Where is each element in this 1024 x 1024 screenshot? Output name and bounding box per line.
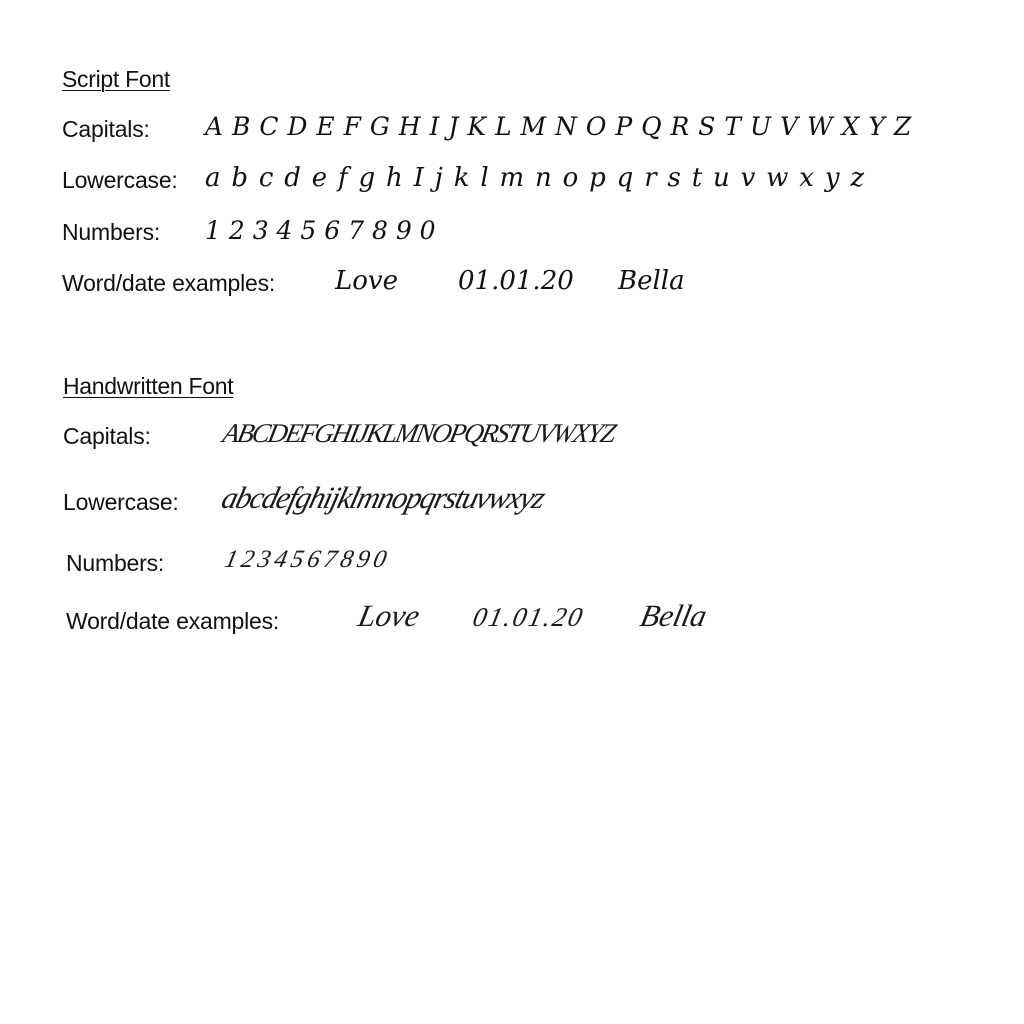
handwritten-capitals-label: Capitals: <box>63 423 151 449</box>
handwritten-example-word: Love <box>355 598 423 633</box>
handwritten-numbers-label: Numbers: <box>66 550 165 576</box>
handwritten-example-name: Bella <box>637 598 711 633</box>
script-font-heading: Script Font <box>62 66 170 92</box>
script-numbers-sample: 1 2 3 4 5 6 7 8 9 0 <box>205 216 435 245</box>
script-lowercase-sample: a b c d e f g h I j k l m n o p q r s t u v w x y z <box>205 163 865 193</box>
script-lowercase-label: Lowercase: <box>62 167 178 193</box>
handwritten-lowercase-sample: abcdefghijklmnopqrstuvwxyz <box>218 480 548 515</box>
handwritten-example-date: 01.01.20 <box>470 602 588 632</box>
handwritten-font-heading: Handwritten Font <box>63 373 234 399</box>
script-numbers-label: Numbers: <box>62 219 161 245</box>
handwritten-lowercase-label: Lowercase: <box>63 489 179 515</box>
handwritten-examples-label: Word/date examples: <box>66 608 280 634</box>
script-example-date: 01.01.20 <box>458 266 574 296</box>
script-examples-label: Word/date examples: <box>62 270 276 296</box>
handwritten-numbers-sample: 1234567890 <box>222 546 393 573</box>
script-example-name: Bella <box>618 266 685 296</box>
script-example-word: Love <box>335 266 398 296</box>
script-capitals-label: Capitals: <box>62 116 150 142</box>
script-capitals-sample: A B C D E F G H I J K L M N O P Q R S T U V W X Y Z <box>205 112 911 141</box>
handwritten-capitals-sample: ABCDEFGHIJKLMNOPQRSTUVWXYZ <box>220 418 618 448</box>
